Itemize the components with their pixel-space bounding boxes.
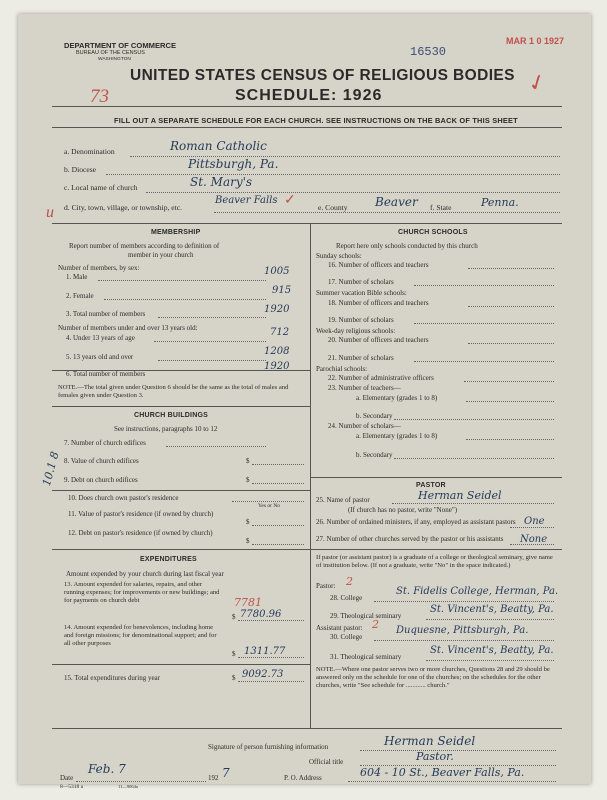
q5-value: 1208 xyxy=(264,346,290,357)
q30-label: 30. College xyxy=(330,633,363,641)
pastor-mark: 2 xyxy=(346,575,353,588)
check-mark-icon: ✓ xyxy=(524,67,550,98)
pastor-subhead: Pastor: xyxy=(316,582,336,590)
handwritten-number: 73 xyxy=(90,86,109,107)
q13-label: 13. Amount expended for salaries, repairs, and other running expenses; for improvements or new buildings; and for payments on church debt xyxy=(64,581,220,604)
membership-note: NOTE.—The total given under Question 6 should be the same as the total of males and females given under Question 3. xyxy=(58,384,289,399)
q26-value: One xyxy=(524,516,545,527)
members-by-sex: Number of members, by sex: xyxy=(58,264,140,272)
membership-intro: Report number of members according to definition of xyxy=(69,242,220,250)
q14-dollar: $ xyxy=(232,650,236,658)
q14-label: 14. Amount expended for benevolences, including home and foreign missions; for denominational support; and for all other purposes xyxy=(64,624,217,647)
assistant-mark: 2 xyxy=(372,618,379,631)
county-label: e. County xyxy=(318,203,348,212)
q5-label: 5. 13 years old and over xyxy=(66,353,134,361)
form-title: UNITED STATES CENSUS OF RELIGIOUS BODIES xyxy=(130,67,515,84)
signature-label: Signature of person furnishing information xyxy=(208,743,329,751)
margin-note: 10.1 8 xyxy=(40,450,62,488)
q22-label: 22. Number of administrative officers xyxy=(328,374,434,382)
q11-label: 11. Value of pastor's residence (if owned by church) xyxy=(68,510,214,518)
local-name-value: St. Mary's xyxy=(190,175,253,189)
q1-value: 1005 xyxy=(264,266,290,277)
schedule-title: SCHEDULE: 1926 xyxy=(235,87,383,104)
q29-label: 29. Theological seminary xyxy=(330,612,402,620)
sunday-schools-label: Sunday schools: xyxy=(316,252,362,260)
po-address-value: 604 - 10 St., Beaver Falls, Pa. xyxy=(360,766,525,779)
membership-title: MEMBERSHIP xyxy=(151,229,201,236)
date-year: 192 xyxy=(208,774,219,782)
q23b-label: b. Secondary xyxy=(356,412,393,420)
q6-label: 6. Total number of members xyxy=(66,370,146,378)
schools-intro: Report here only schools conducted by this church xyxy=(336,242,478,250)
bureau-city: WASHINGTON xyxy=(98,57,131,62)
county-value: Beaver xyxy=(375,195,418,209)
q27-label: 27. Number of other churches served by the pastor or his assistants xyxy=(316,535,504,543)
q12-label: 12. Debt on pastor's residence (if owned by church) xyxy=(68,529,213,537)
q28-label: 28. College xyxy=(330,594,363,602)
q16-label: 16. Number of officers and teachers xyxy=(328,261,429,269)
q19-label: 19. Number of scholars xyxy=(328,316,394,324)
po-address-label: P. O. Address xyxy=(284,774,322,782)
diocese-label: b. Diocese xyxy=(64,165,97,174)
bureau-name: BUREAU OF THE CENSUS xyxy=(76,50,145,56)
weekday-schools-label: Week-day religious schools: xyxy=(316,327,396,335)
expenditures-title: EXPENDITURES xyxy=(140,556,197,563)
date-label: Date xyxy=(60,774,74,782)
q27-value: None xyxy=(520,534,548,545)
q11-dollar: $ xyxy=(246,518,250,526)
q25-hint: (If church has no pastor, write "None") xyxy=(348,506,458,514)
q12-dollar: $ xyxy=(246,537,250,545)
q30-value: Duquesne, Pittsburgh, Pa. xyxy=(396,625,529,636)
buildings-intro: See instructions, paragraphs 10 to 12 xyxy=(114,425,218,433)
q24a-label: a. Elementary (grades 1 to 8) xyxy=(356,432,438,440)
q15-label: 15. Total expenditures during year xyxy=(64,674,160,682)
q3-value: 1920 xyxy=(264,304,290,315)
local-name-label: c. Local name of church xyxy=(64,183,138,192)
q29-value: St. Vincent's, Beatty, Pa. xyxy=(430,604,554,615)
diocese-value: Pittsburgh, Pa. xyxy=(188,157,279,171)
date-value: Feb. 7 xyxy=(88,762,126,776)
q6-value: 1920 xyxy=(264,361,290,372)
expenditures-intro: Amount expended by your church during last fiscal year xyxy=(66,570,224,578)
margin-check-icon: u xyxy=(46,204,54,221)
q13-dollar: $ xyxy=(232,613,236,621)
schools-title: CHURCH SCHOOLS xyxy=(398,229,468,236)
signature-value: Herman Seidel xyxy=(384,734,476,748)
q2-value: 915 xyxy=(272,285,292,296)
q25-label: 25. Name of pastor xyxy=(316,496,370,504)
yes-no-hint: Yes or No xyxy=(258,503,281,509)
q8-dollar: $ xyxy=(246,457,250,465)
received-stamp: MAR 1 0 1927 xyxy=(506,36,565,46)
q17-label: 17. Number of scholars xyxy=(328,278,394,286)
vacation-schools-label: Summer vacation Bible schools: xyxy=(316,289,407,297)
q31-label: 31. Theological seminary xyxy=(330,653,402,661)
q23-label: 23. Number of teachers— xyxy=(328,384,401,392)
q7-label: 7. Number of church edifices xyxy=(64,439,146,447)
q3-label: 3. Total number of members xyxy=(66,310,146,318)
q14-value: 1311.77 xyxy=(244,646,286,657)
q1-label: 1. Male xyxy=(66,273,88,281)
denomination-label: a. Denomination xyxy=(64,147,115,156)
graduate-note: If pastor (or assistant pastor) is a graduate of a college or theological seminary, give name of institution below. (If not a graduate, write "No" in the space indicated.) xyxy=(316,554,553,569)
q8-label: 8. Value of church edifices xyxy=(64,457,139,465)
q9-dollar: $ xyxy=(246,476,250,484)
denomination-value: Roman Catholic xyxy=(170,139,267,153)
city-label: d. City, town, village, or township, etc. xyxy=(64,203,183,212)
instruction-line: FILL OUT A SEPARATE SCHEDULE FOR EACH CHURCH. SEE INSTRUCTIONS ON THE BACK OF THIS SHEET xyxy=(114,116,518,125)
q31-value: St. Vincent's, Beatty, Pa. xyxy=(430,645,554,656)
q13-value: 7780.96 xyxy=(240,609,282,620)
q2-label: 2. Female xyxy=(66,292,94,300)
assistant-subhead: Assistant pastor: xyxy=(316,624,363,632)
form-number-2: 11—9064a xyxy=(118,784,138,789)
q18-label: 18. Number of officers and teachers xyxy=(328,299,429,307)
dept-name: DEPARTMENT OF COMMERCE xyxy=(64,41,177,50)
buildings-title: CHURCH BUILDINGS xyxy=(134,412,208,419)
q23a-label: a. Elementary (grades 1 to 8) xyxy=(356,394,438,402)
date-year-hand: 7 xyxy=(222,766,230,780)
q24-label: 24. Number of scholars— xyxy=(328,422,401,430)
q21-label: 21. Number of scholars xyxy=(328,354,394,362)
census-schedule-paper xyxy=(18,14,591,790)
q20-label: 20. Number of officers and teachers xyxy=(328,336,429,344)
q9-label: 9. Debt on church edifices xyxy=(64,476,138,484)
city-check-icon: ✓ xyxy=(284,193,296,208)
q28-value: St. Fidelis College, Herman, Pa. xyxy=(396,586,559,597)
pastor-title: PASTOR xyxy=(416,482,446,489)
form-number: 8—5318 a xyxy=(60,784,84,790)
q4-value: 712 xyxy=(270,327,290,338)
pastor-note: NOTE.—Where one pastor serves two or more churches, Questions 28 and 29 should be answered only on the schedule for one of the churches; on the schedules for the other churches, write "See schedule for ............ church." xyxy=(316,666,550,689)
q25-value: Herman Seidel xyxy=(418,489,502,502)
q26-label: 26. Number of ordained ministers, if any, employed as assistant pastors xyxy=(316,518,516,526)
membership-intro-2: member in your church xyxy=(128,251,194,259)
official-title-value: Pastor. xyxy=(416,750,454,763)
q10-label: 10. Does church own pastor's residence xyxy=(68,494,179,502)
q24b-label: b. Secondary xyxy=(356,451,393,459)
official-title-label: Official title xyxy=(309,758,344,766)
q4-label: 4. Under 13 years of age xyxy=(66,334,135,342)
q13-margin-value: 7781 xyxy=(234,596,262,609)
state-value: Penna. xyxy=(481,196,519,209)
city-value: Beaver Falls xyxy=(215,195,278,206)
q15-value: 9092.73 xyxy=(242,669,284,680)
members-by-age: Number of members under and over 13 years old: xyxy=(58,324,198,332)
schedule-number: 16530 xyxy=(410,45,447,59)
q15-dollar: $ xyxy=(232,674,236,682)
parochial-schools-label: Parochial schools: xyxy=(316,365,368,373)
state-label: f. State xyxy=(430,203,452,212)
